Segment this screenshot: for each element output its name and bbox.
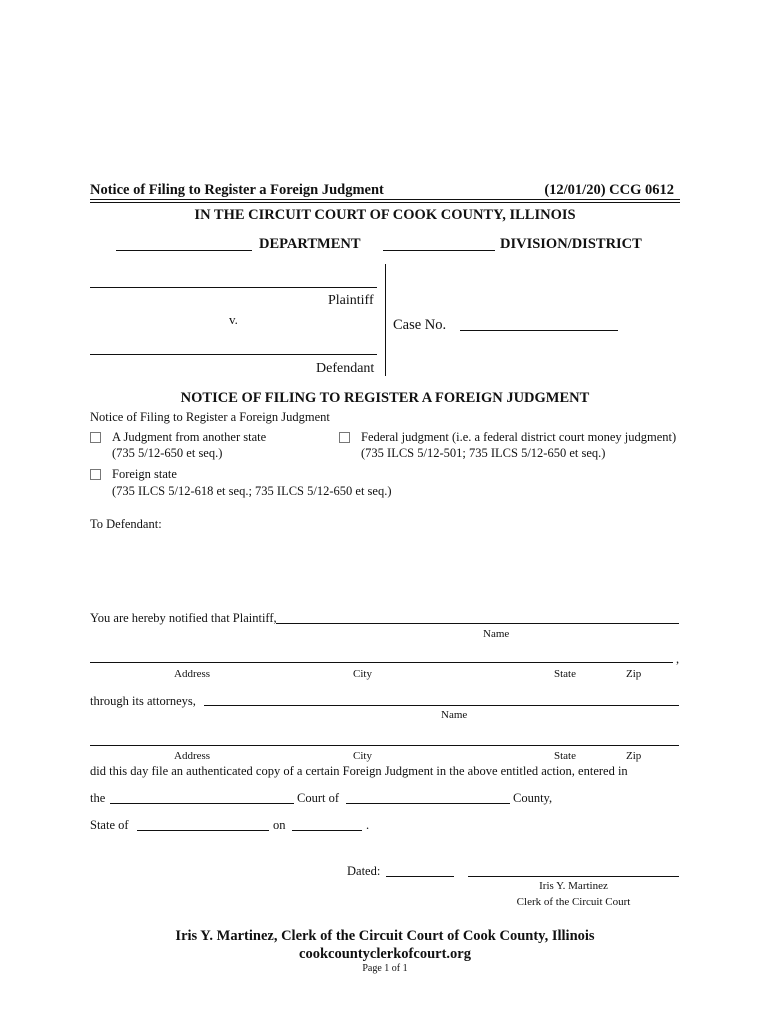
clerk-signature-line[interactable] bbox=[468, 876, 679, 877]
department-field[interactable] bbox=[116, 250, 252, 251]
versus-label: v. bbox=[229, 312, 238, 327]
notice-subtitle: Notice of Filing to Register a Foreign Judgment bbox=[90, 410, 330, 424]
address-comma: , bbox=[676, 652, 680, 666]
county-label: County, bbox=[513, 791, 553, 805]
option-federal-label: Federal judgment (i.e. a federal district court money judgment) bbox=[361, 430, 677, 444]
notified-text: You are hereby notified that Plaintiff, bbox=[90, 611, 277, 625]
page-number: Page 1 of 1 bbox=[362, 963, 408, 974]
plaintiff-address-caption: Address bbox=[174, 668, 211, 680]
form-title: Notice of Filing to Register a Foreign Judgment bbox=[90, 182, 384, 198]
option-foreign-state-label: Foreign state bbox=[112, 467, 177, 481]
caption-divider bbox=[385, 264, 386, 376]
option-another-state-citation: (735 5/12-650 et seq.) bbox=[112, 446, 223, 460]
attorney-address-caption: Address bbox=[174, 750, 211, 762]
option-another-state-label: A Judgment from another state bbox=[112, 430, 267, 444]
clerk-name: Iris Y. Martinez bbox=[539, 880, 608, 892]
option-federal-citation: (735 ILCS 5/12-501; 735 ILCS 5/12-650 et seq.) bbox=[361, 446, 606, 460]
plaintiff-name-caption: Name bbox=[483, 628, 510, 640]
dated-label: Dated: bbox=[347, 864, 381, 878]
court-of-label: Court of bbox=[297, 791, 340, 805]
defendant-name-field[interactable] bbox=[90, 354, 377, 355]
court-name-input[interactable] bbox=[110, 803, 294, 804]
header-rule-top bbox=[90, 199, 680, 200]
attorney-name-caption: Name bbox=[441, 709, 468, 721]
clerk-title: Clerk of the Circuit Court bbox=[516, 896, 631, 908]
footer-clerk-line: Iris Y. Martinez, Clerk of the Circuit Court of Cook County, Illinois bbox=[175, 928, 595, 944]
on-label: on bbox=[273, 818, 286, 832]
dated-input[interactable] bbox=[386, 876, 454, 877]
attorney-city-caption: City bbox=[353, 750, 372, 762]
option-foreign-state-citation: (735 ILCS 5/12-618 et seq.; 735 ILCS 5/12-650 et seq.) bbox=[112, 484, 392, 498]
plaintiff-state-caption: State bbox=[554, 668, 576, 680]
county-name-input[interactable] bbox=[346, 803, 510, 804]
the-label: the bbox=[90, 791, 106, 805]
court-heading: IN THE CIRCUIT COURT OF COOK COUNTY, ILLINOIS bbox=[194, 207, 576, 223]
did-file-text: did this day file an authenticated copy of a certain Foreign Judgment in the above entitled action, entered in bbox=[90, 764, 628, 778]
attorney-address-input[interactable] bbox=[90, 745, 679, 746]
option-federal-checkbox[interactable] bbox=[339, 432, 350, 443]
division-field[interactable] bbox=[383, 250, 495, 251]
division-label: DIVISION/DISTRICT bbox=[500, 236, 642, 252]
plaintiff-label: Plaintiff bbox=[328, 293, 374, 308]
state-name-input[interactable] bbox=[137, 830, 269, 831]
through-attorneys-text: through its attorneys, bbox=[90, 694, 196, 708]
plaintiff-zip-caption: Zip bbox=[626, 668, 642, 680]
attorney-state-caption: State bbox=[554, 750, 576, 762]
state-of-period: . bbox=[366, 818, 370, 832]
judgment-date-input[interactable] bbox=[292, 830, 362, 831]
to-defendant-label: To Defendant: bbox=[90, 517, 162, 531]
case-no-field[interactable] bbox=[460, 330, 618, 331]
case-no-label: Case No. bbox=[393, 317, 447, 333]
attorney-zip-caption: Zip bbox=[626, 750, 642, 762]
state-of-label: State of bbox=[90, 818, 129, 832]
option-another-state-checkbox[interactable] bbox=[90, 432, 101, 443]
attorney-name-input[interactable] bbox=[204, 705, 679, 706]
plaintiff-name-field[interactable] bbox=[90, 287, 377, 288]
notice-title: NOTICE OF FILING TO REGISTER A FOREIGN JUDGMENT bbox=[180, 390, 590, 406]
header-rule-bottom bbox=[90, 202, 680, 203]
footer-website[interactable]: cookcountyclerkofcourt.org bbox=[299, 946, 471, 962]
plaintiff-name-input[interactable] bbox=[276, 623, 679, 624]
form-code: (12/01/20) CCG 0612 bbox=[544, 182, 674, 198]
defendant-label: Defendant bbox=[316, 361, 375, 376]
plaintiff-address-input[interactable] bbox=[90, 662, 673, 663]
option-foreign-state-checkbox[interactable] bbox=[90, 469, 101, 480]
department-label: DEPARTMENT bbox=[259, 236, 361, 252]
plaintiff-city-caption: City bbox=[353, 668, 372, 680]
